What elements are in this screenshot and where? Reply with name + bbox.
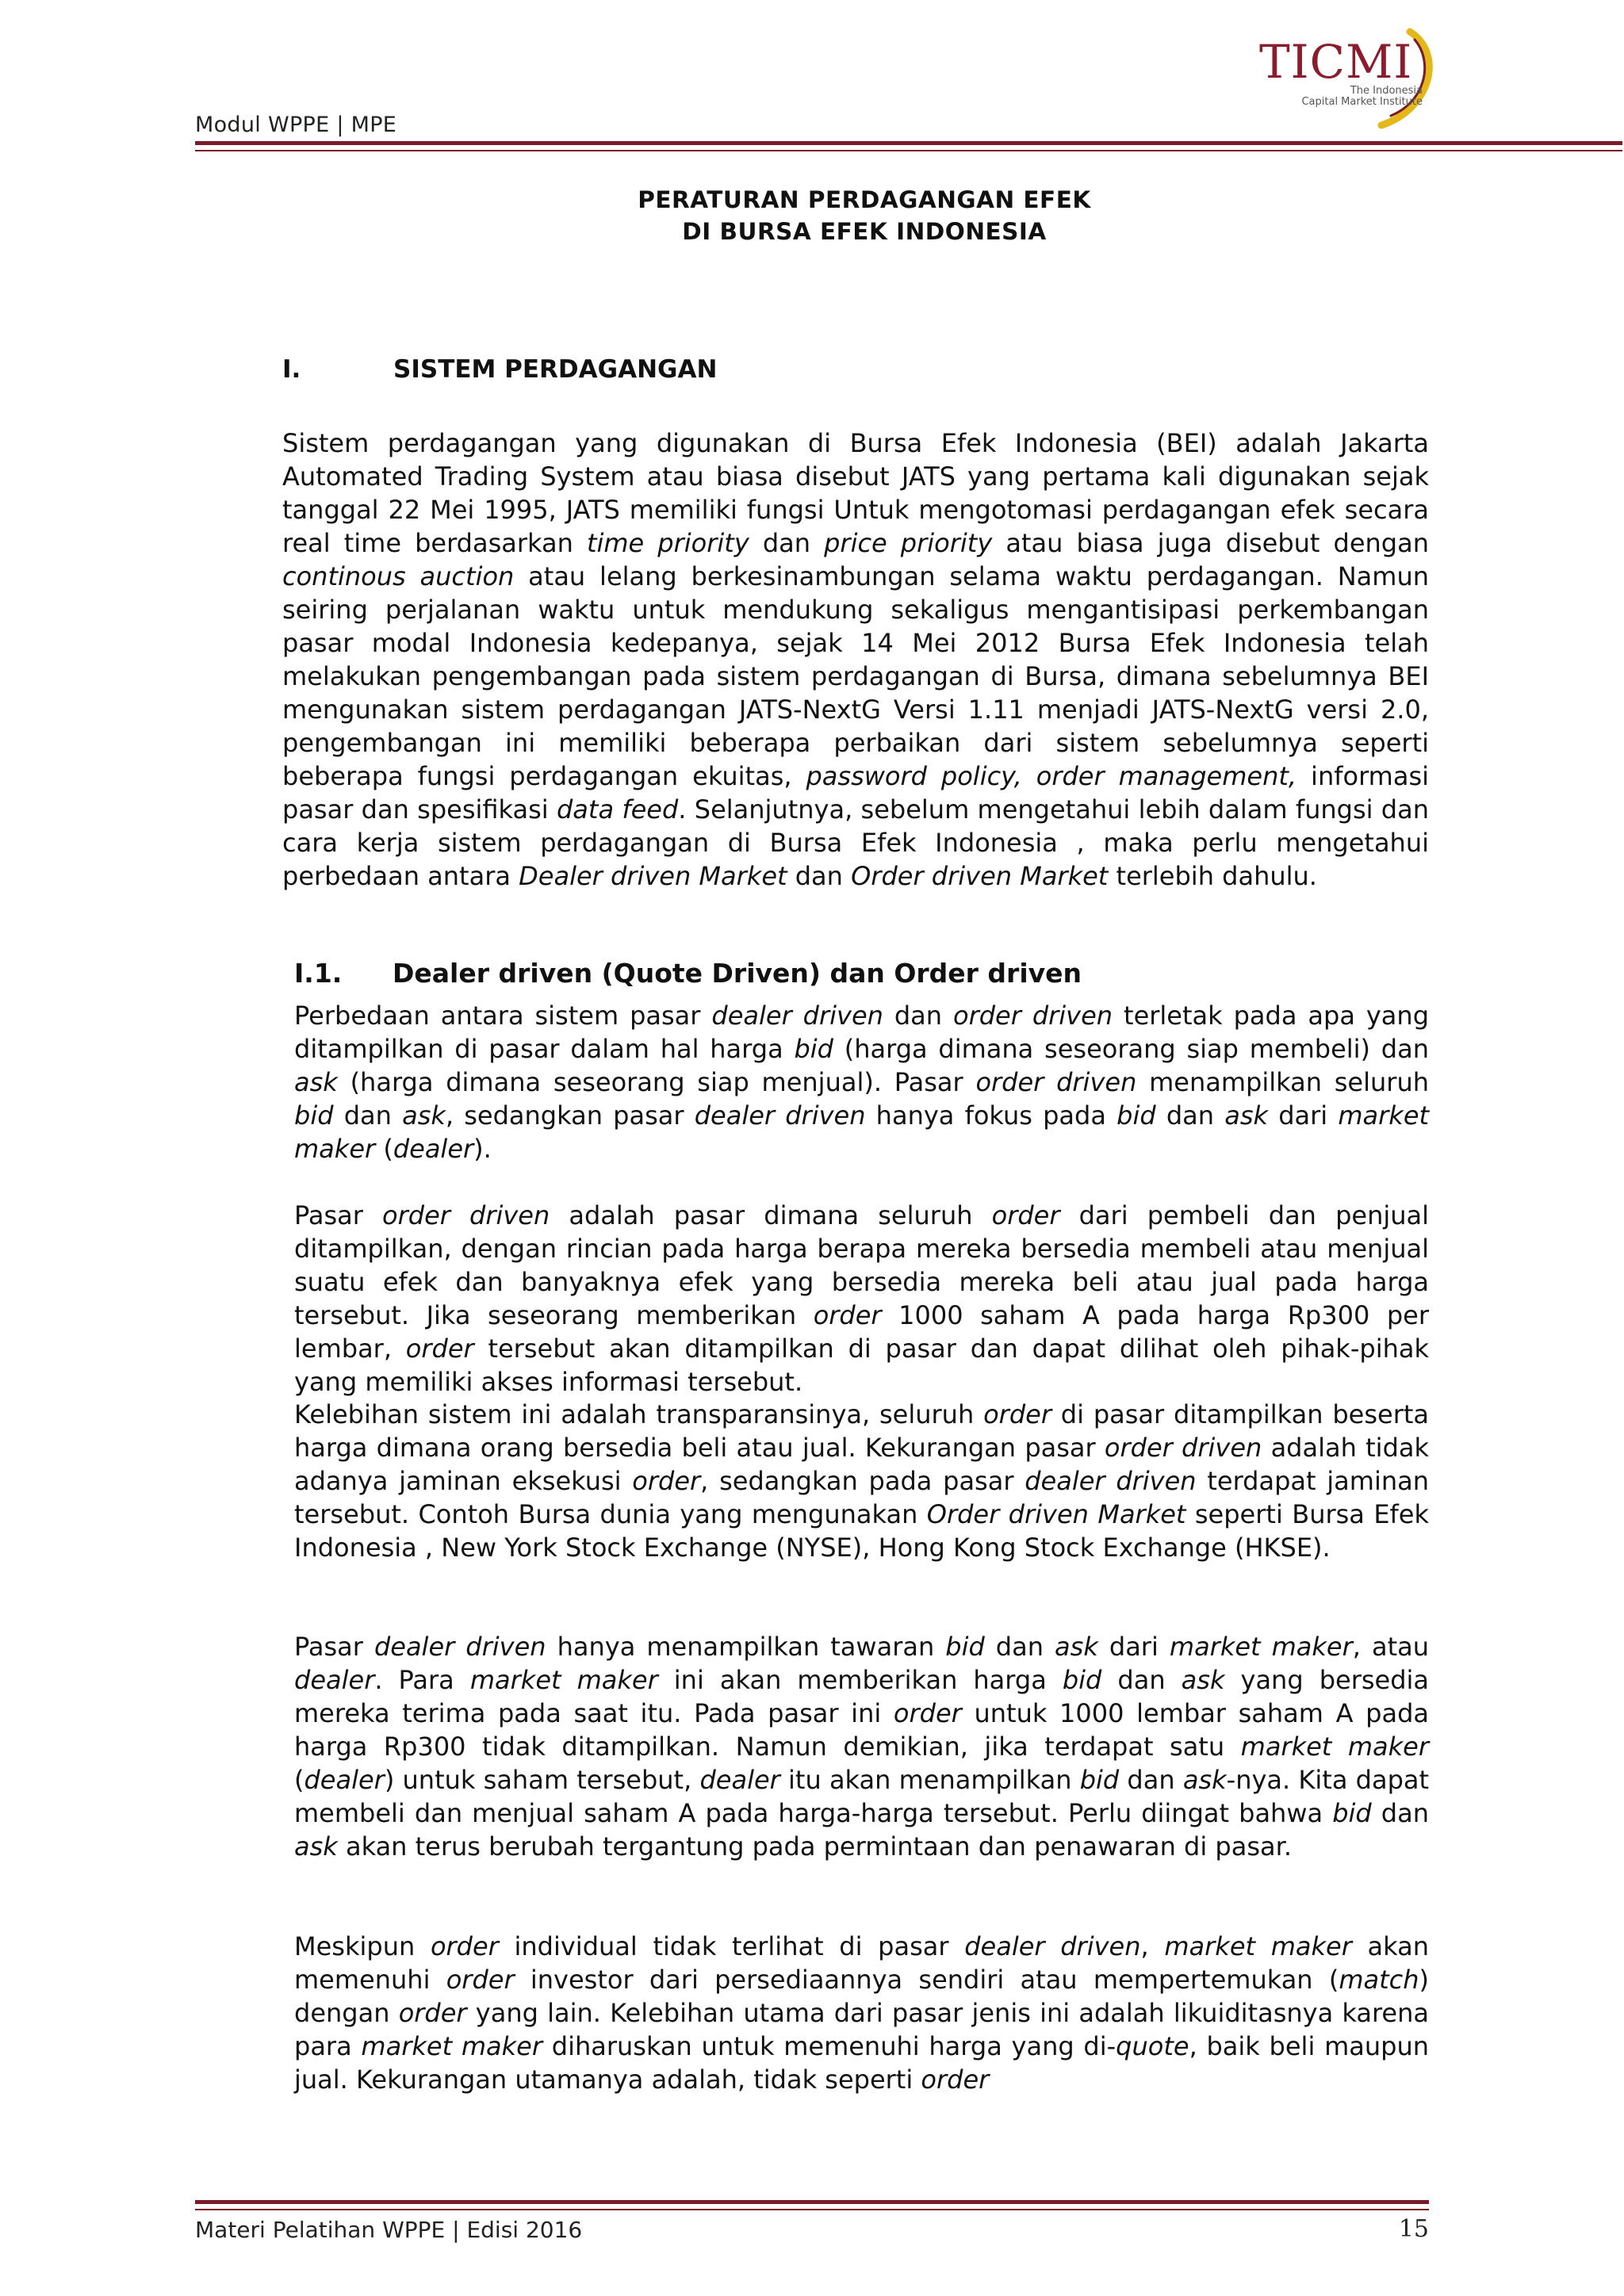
document-title-line1: PERATURAN PERDAGANGAN EFEK bbox=[638, 186, 1091, 213]
italic-term: Order driven Market bbox=[851, 861, 1109, 891]
italic-term: Order driven Market bbox=[926, 1499, 1186, 1529]
italic-term: order driven bbox=[975, 1067, 1137, 1097]
text-run: dan bbox=[984, 1632, 1055, 1662]
logo-tagline-line1: The Indonesia bbox=[1350, 85, 1423, 97]
italic-term: time priority bbox=[586, 528, 749, 558]
text-run: individual tidak terlihat di pasar bbox=[498, 1931, 965, 1961]
text-run: atau lelang berkesinambungan selama waktu perdagangan. Namun seiring perjalanan waktu untuk mendukung sekaligus mengantisipasi perkembangan pasar modal Indonesia kedepanya, sejak 14 Mei 2012 Bursa Efek Indonesia telah melakukan pengembangan pada sistem perdagangan di Bursa, dimana sebelumnya BEI mengunakan sistem perdagangan JATS-NextG Versi 1.11 menjadi JATS-NextG versi 2.0, pengembangan ini memiliki beberapa perbaikan dari sistem sebelumnya seperti beberapa fungsi perdagangan ekuitas, bbox=[282, 561, 1430, 791]
text-run: (harga dimana seseorang siap membeli) dan bbox=[833, 1034, 1429, 1064]
section-heading bbox=[282, 355, 717, 384]
text-run: dan bbox=[883, 1001, 953, 1031]
section-title: SISTEM PERDAGANGAN bbox=[393, 355, 718, 384]
italic-term: Dealer driven Market bbox=[519, 861, 787, 891]
text-run: terletak pada apa yang ditampilkan di pasar dalam hal harga bbox=[294, 1001, 1430, 1064]
text-run: hanya fokus pada bbox=[865, 1100, 1117, 1131]
text-run: ( bbox=[375, 1134, 393, 1164]
text-run: yang lain. Kelebihan utama dari pasar jenis ini adalah likuiditasnya karena para bbox=[294, 1998, 1430, 2061]
italic-term: bid bbox=[1062, 1665, 1102, 1695]
footer-rule bbox=[195, 2200, 1429, 2204]
text-run: ( bbox=[294, 1765, 304, 1795]
footer-rule-thin bbox=[195, 2209, 1429, 2210]
text-run: seperti Bursa Efek Indonesia , New York Stock Exchange (NYSE), Hong Kong Stock Exchange (HKSE). bbox=[294, 1499, 1430, 1563]
italic-term: order bbox=[430, 1931, 499, 1961]
text-run: . Selanjutnya, sebelum mengetahui lebih dalam fungsi dan cara kerja sistem perdagangan di Bursa Efek Indonesia , maka perlu mengetahui perbedaan antara bbox=[282, 794, 1430, 891]
italic-term: bid bbox=[1079, 1765, 1120, 1795]
text-run: ) untuk saham tersebut, bbox=[384, 1765, 700, 1795]
text-run: tersebut akan ditampilkan di pasar dan dapat dilihat oleh pihak-pihak yang memiliki akses informasi tersebut. bbox=[294, 1334, 1430, 1397]
italic-term: ask bbox=[1182, 1765, 1227, 1795]
text-run: menampilkan seluruh bbox=[1136, 1067, 1430, 1097]
italic-term: dealer driven bbox=[694, 1100, 866, 1131]
italic-term: order driven bbox=[382, 1200, 550, 1230]
text-run: di pasar ditampilkan beserta harga dimana orang bersedia beli atau jual. Kekurangan pasar bbox=[294, 1399, 1430, 1463]
italic-term: bid bbox=[1332, 1798, 1372, 1828]
text-run: hanya menampilkan tawaran bbox=[546, 1632, 946, 1662]
text-run: investor dari persediaannya sendiri atau mempertemukan ( bbox=[514, 1965, 1339, 1995]
italic-term: password policy, order management, bbox=[806, 761, 1297, 791]
text-run: ini akan memberikan harga bbox=[657, 1665, 1063, 1695]
italic-term: market maker bbox=[469, 1665, 658, 1695]
text-run: , atau bbox=[1352, 1632, 1430, 1662]
italic-term: order bbox=[893, 1698, 962, 1728]
text-run: -nya. Kita dapat membeli dan menjual saham A pada harga-harga tersebut. Perlu diingat bahwa bbox=[294, 1765, 1430, 1828]
body-paragraph bbox=[294, 1199, 1429, 1399]
text-run: dan bbox=[1119, 1765, 1183, 1795]
text-run: Pasar bbox=[294, 1632, 374, 1662]
italic-term: dealer bbox=[294, 1665, 375, 1695]
text-run: . Para bbox=[374, 1665, 470, 1695]
subsection-heading bbox=[294, 958, 1082, 989]
text-run: , bbox=[1140, 1931, 1165, 1961]
italic-term: ask bbox=[402, 1100, 446, 1131]
section-number: I. bbox=[282, 355, 301, 384]
body-paragraph bbox=[294, 1398, 1429, 1564]
text-run: Kelebihan sistem ini adalah transparansinya, seluruh bbox=[294, 1399, 984, 1429]
text-run: dan bbox=[333, 1100, 403, 1131]
page-number: 15 bbox=[1398, 2215, 1429, 2243]
italic-term: market maker bbox=[361, 2031, 543, 2061]
body-paragraph bbox=[294, 1930, 1429, 2096]
text-run: dari bbox=[1097, 1632, 1170, 1662]
text-run: ) dengan bbox=[294, 1965, 1430, 2028]
body-paragraph bbox=[294, 999, 1429, 1165]
text-run: diharuskan untuk memenuhi harga yang di- bbox=[542, 2031, 1116, 2061]
italic-term: order driven bbox=[953, 1001, 1113, 1031]
italic-term: match bbox=[1339, 1965, 1419, 1995]
text-run: Meskipun bbox=[294, 1931, 431, 1961]
text-run: adalah pasar dimana seluruh bbox=[550, 1200, 992, 1230]
italic-term: continous auction bbox=[282, 561, 515, 591]
text-run: terdapat jaminan tersebut. Contoh Bursa dunia yang mengunakan bbox=[294, 1466, 1430, 1529]
italic-term: bid bbox=[1116, 1100, 1156, 1131]
text-run: adalah tidak adanya jaminan eksekusi bbox=[294, 1433, 1430, 1496]
text-run: dan bbox=[787, 861, 852, 891]
italic-term: order bbox=[813, 1300, 882, 1330]
italic-term: data feed bbox=[556, 794, 679, 825]
italic-term: ask bbox=[1055, 1632, 1098, 1662]
italic-term: ask bbox=[294, 1067, 338, 1097]
italic-term: ask bbox=[294, 1831, 338, 1862]
italic-term: order bbox=[446, 1965, 515, 1995]
text-run: terlebih dahulu. bbox=[1108, 861, 1317, 891]
italic-term: ask bbox=[1224, 1100, 1269, 1131]
italic-term: order driven bbox=[1104, 1433, 1262, 1463]
italic-term: order bbox=[405, 1334, 474, 1364]
italic-term: dealer driven bbox=[964, 1931, 1141, 1961]
text-run: 1000 saham A pada harga Rp300 per lembar, bbox=[294, 1300, 1429, 1364]
italic-term: market maker bbox=[1240, 1732, 1430, 1762]
text-run: , baik beli maupun jual. Kekurangan utamanya adalah, tidak seperti bbox=[294, 2031, 1429, 2095]
subsection-number: I.1. bbox=[294, 958, 343, 989]
italic-term: dealer bbox=[393, 1134, 474, 1164]
italic-term: quote bbox=[1116, 2031, 1189, 2061]
text-run: dari pembeli dan penjual ditampilkan, dengan rincian pada harga berapa mereka bersedia membeli atau menjual suatu efek dan banyaknya efek yang bersedia mereka beli atau jual pada harga tersebut. Jika seseorang memberikan bbox=[294, 1200, 1430, 1330]
text-run: Perbedaan antara sistem pasar bbox=[294, 1001, 712, 1031]
text-run: akan memenuhi bbox=[294, 1931, 1430, 1995]
text-run: dan bbox=[1155, 1100, 1225, 1131]
italic-term: dealer driven bbox=[1025, 1466, 1197, 1496]
document-title-line2: DI BURSA EFEK INDONESIA bbox=[682, 218, 1047, 245]
text-run: (harga dimana seseorang siap menjual). Pasar bbox=[337, 1067, 976, 1097]
italic-term: dealer bbox=[304, 1765, 385, 1795]
text-run: yang bersedia mereka terima pada saat itu. Pada pasar ini bbox=[294, 1665, 1430, 1728]
text-run: dari bbox=[1268, 1100, 1339, 1131]
text-run: itu akan menampilkan bbox=[779, 1765, 1080, 1795]
italic-term: order bbox=[983, 1399, 1051, 1429]
italic-term: price priority bbox=[824, 528, 993, 558]
text-run: dan bbox=[1371, 1798, 1430, 1828]
italic-term: bid bbox=[794, 1034, 833, 1064]
italic-term: market maker bbox=[1164, 1931, 1352, 1961]
text-run: Pasar bbox=[294, 1200, 383, 1230]
italic-term: bid bbox=[294, 1100, 334, 1131]
text-run: informasi pasar dan spesifikasi bbox=[282, 761, 1430, 825]
italic-term: ask bbox=[1181, 1665, 1225, 1695]
text-run: untuk 1000 lembar saham A pada harga Rp300 tidak ditampilkan. Namun demikian, jika terdapat satu bbox=[294, 1698, 1430, 1762]
italic-term: bid bbox=[945, 1632, 985, 1662]
italic-term: market maker bbox=[294, 1100, 1430, 1164]
running-footer: Materi Pelatihan WPPE | Edisi 2016 bbox=[195, 2217, 583, 2243]
text-run: , sedangkan pasar bbox=[445, 1100, 695, 1131]
italic-term: order bbox=[632, 1466, 701, 1496]
subsection-title: Dealer driven (Quote Driven) dan Order driven bbox=[393, 958, 1082, 989]
text-run: , sedangkan pada pasar bbox=[700, 1466, 1025, 1496]
text-run: Sistem perdagangan yang digunakan di Bursa Efek Indonesia (BEI) adalah Jakarta Automated Trading System atau biasa disebut JATS yang pertama kali digunakan sejak tanggal 22 Mei 1995, JATS memiliki fungsi Untuk mengotomasi perdagangan efek secara real time berdasarkan bbox=[282, 428, 1429, 558]
italic-term: market maker bbox=[1169, 1632, 1353, 1662]
ticmi-logo bbox=[1247, 22, 1445, 141]
running-header: Modul WPPE | MPE bbox=[195, 113, 397, 137]
italic-term: order bbox=[991, 1200, 1060, 1230]
document-title bbox=[0, 184, 1624, 247]
logo-tagline bbox=[1264, 86, 1423, 108]
italic-term: dealer bbox=[699, 1765, 780, 1795]
header-rule bbox=[195, 141, 1622, 145]
text-run: akan terus berubah tergantung pada permintaan dan penawaran di pasar. bbox=[337, 1831, 1292, 1862]
logo-wordmark: TICMI bbox=[1259, 35, 1413, 89]
italic-term: order bbox=[921, 2064, 990, 2095]
text-run: ). bbox=[473, 1134, 492, 1164]
body-paragraph bbox=[282, 427, 1429, 893]
italic-term: dealer driven bbox=[373, 1632, 546, 1662]
text-run: atau biasa juga disebut dengan bbox=[992, 528, 1429, 558]
italic-term: dealer driven bbox=[711, 1001, 883, 1031]
text-run: dan bbox=[1101, 1665, 1182, 1695]
body-paragraph bbox=[294, 1630, 1429, 1863]
header-rule-thin bbox=[195, 150, 1622, 151]
logo-tagline-line2: Capital Market Institute bbox=[1301, 96, 1423, 108]
italic-term: order bbox=[398, 1998, 467, 2028]
text-run: dan bbox=[749, 528, 825, 558]
